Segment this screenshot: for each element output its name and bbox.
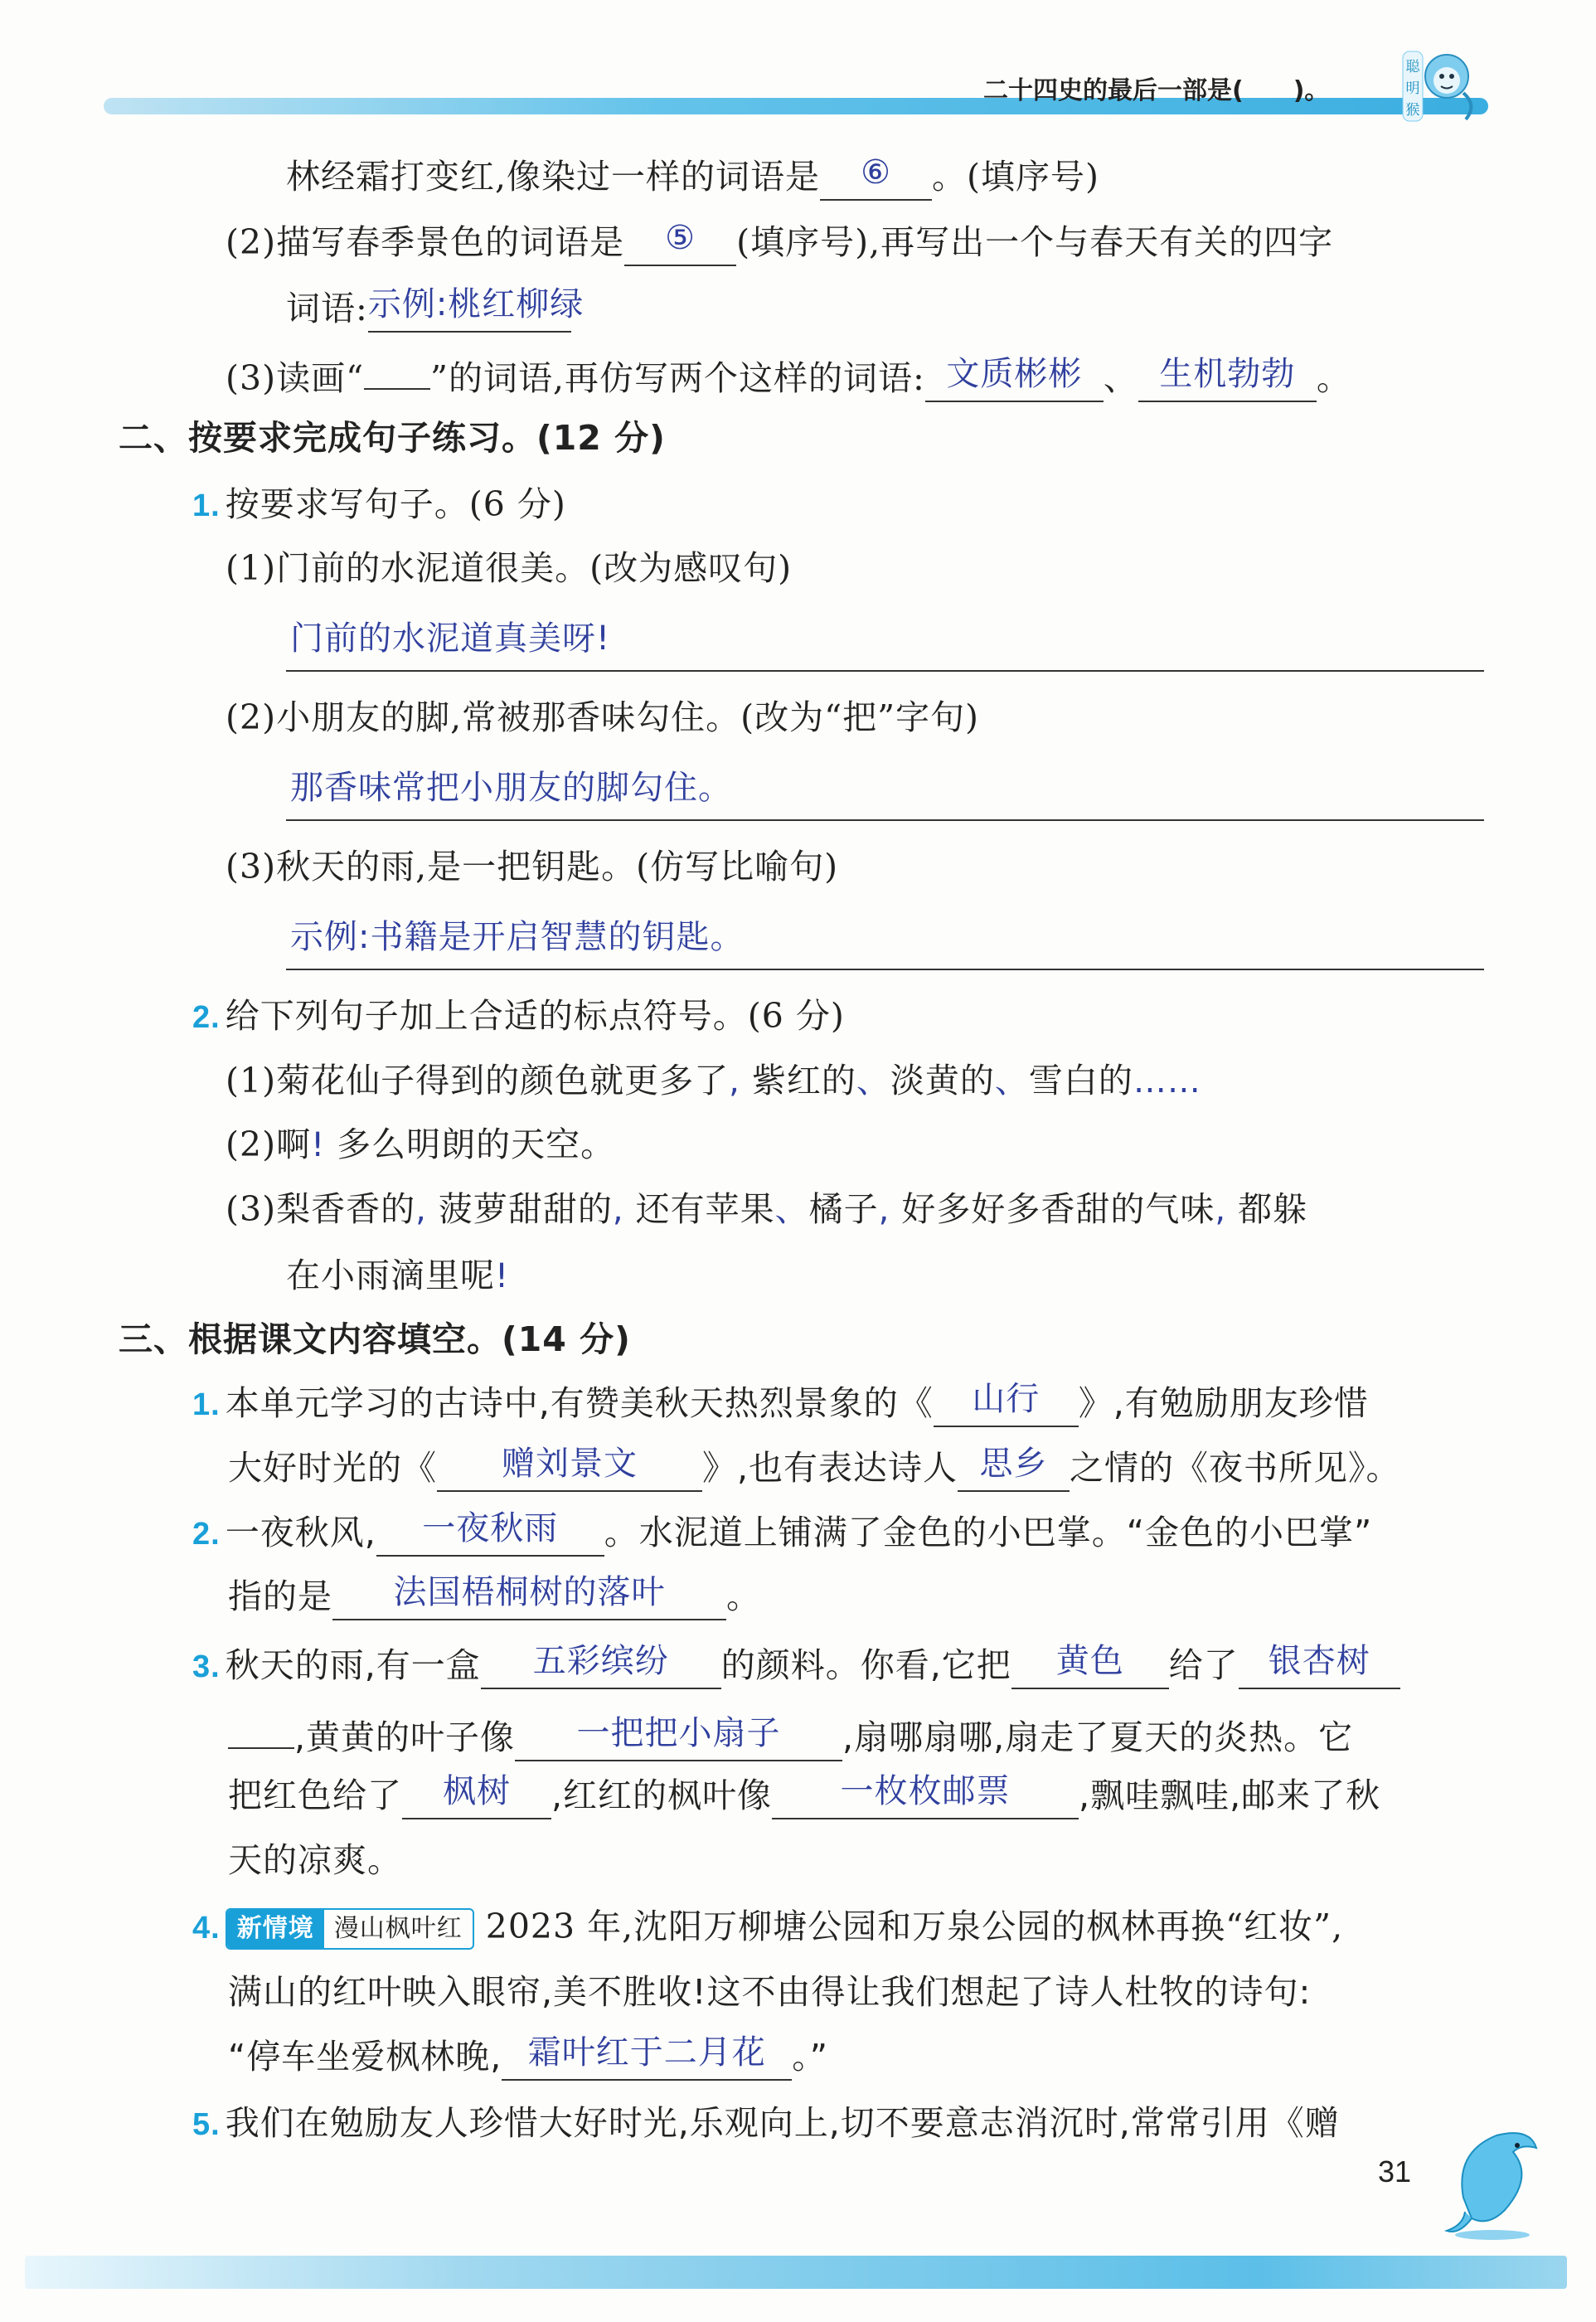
s2-q2-item-2: (2)啊! 多么明朗的天空。 — [226, 1125, 616, 1164]
answer-blank[interactable]: 一把把小扇子 — [515, 1718, 842, 1761]
s2-q1-answer-2[interactable]: 那香味常把小朋友的脚勾住。 — [290, 769, 732, 807]
answer-blank[interactable]: 霜叶红于二月花 — [502, 2038, 792, 2081]
s3-q3-line-b: ,黄黄的叶子像 一把把小扇子 ,扇哪扇哪,扇走了夏天的炎热。它 — [228, 1706, 1353, 1762]
mascot-label-1: 聪 — [1405, 59, 1420, 75]
page-number: 31 — [1378, 2154, 1412, 2188]
new-context-tag: 新情境 漫山枫叶红 — [226, 1908, 474, 1950]
answer-blank[interactable]: 赠刘景文 — [437, 1449, 702, 1492]
s3-q1-line-a: 1. 本单元学习的古诗中,有赞美秋天热烈景象的《 山行 》,有勉励朋友珍惜 — [192, 1378, 1369, 1430]
q1-item-2: (2)描写春季景色的词语是 ⑤ (填序号),再写出一个与春天有关的四字 — [226, 217, 1333, 267]
answer-line — [286, 670, 1484, 672]
section-2-title: 二、按要求完成句子练习。(12 分) — [119, 418, 666, 458]
s2-q1-answer-1[interactable]: 门前的水泥道真美呀! — [290, 619, 611, 658]
header-tip: 二十四史的最后一部是( )。 — [983, 76, 1330, 105]
s2-q2-heading: 2. 给下列句子加上合适的标点符号。(6 分) — [192, 996, 845, 1036]
answer-blank[interactable]: 一夜秋雨 — [376, 1513, 604, 1557]
s3-q3-line-d: 天的凉爽。 — [228, 1840, 402, 1880]
answer-blank[interactable]: 一枚枚邮票 — [772, 1776, 1079, 1819]
s3-q4-line-a: 4. 新情境 漫山枫叶红 2023 年,沈阳万柳塘公园和万泉公园的枫林再换“红妆”, — [192, 1902, 1343, 1953]
underline-sample — [364, 347, 430, 390]
answer-line — [286, 969, 1484, 970]
s3-q2-line-a: 2. 一夜秋风, 一夜秋雨 。水泥道上铺满了金色的小巴掌。“金色的小巴掌” — [192, 1508, 1372, 1559]
answer-blank[interactable]: 生机勃勃 — [1138, 359, 1317, 402]
s3-q4-line-c: “停车坐爱枫林晚, 霜叶红于二月花 。” — [228, 2032, 828, 2082]
q1-line-a: 林经霜打变红,像染过一样的词语是 ⑥ 。(填序号) — [286, 152, 1099, 202]
s3-q5-line-a: 5. 我们在勉励友人珍惜大好时光,乐观向上,切不要意志消沉时,常常引用《赠 — [192, 2103, 1340, 2143]
answer-line — [286, 819, 1484, 821]
monkey-mascot-icon — [1401, 43, 1480, 126]
answer-blank[interactable]: 山行 — [934, 1384, 1079, 1427]
s2-q1-heading: 1. 按要求写句子。(6 分) — [192, 484, 566, 524]
s3-q4-line-b: 满山的红叶映入眼帘,美不胜收!这不由得让我们想起了诗人杜牧的诗句: — [228, 1972, 1312, 2012]
s3-q3-line-c: 把红色给了 枫树 ,红红的枫叶像 一枚枚邮票 ,飘哇飘哇,邮来了秋 — [228, 1771, 1380, 1820]
s2-q2-item-1: (1)菊花仙子得到的颜色就更多了, 紫红的、淡黄的、雪白的…… — [226, 1061, 1201, 1100]
answer-blank[interactable]: 文质彬彬 — [925, 359, 1104, 402]
mascot-label-2: 明 — [1405, 80, 1420, 97]
answer-blank[interactable]: 思乡 — [958, 1449, 1070, 1492]
answer-blank-continued — [228, 1706, 294, 1749]
footer-bar — [25, 2256, 1567, 2289]
s3-q2-line-b: 指的是 法国梧桐树的落叶 。 — [228, 1571, 761, 1621]
s3-q3-line-a: 3. 秋天的雨,有一盒 五彩缤纷 的颜料。你看,它把 黄色 给了 银杏树 — [192, 1640, 1400, 1692]
s2-q1-answer-3[interactable]: 示例:书籍是开启智慧的钥匙。 — [290, 918, 745, 956]
s2-q1-prompt-3: (3)秋天的雨,是一把钥匙。(仿写比喻句) — [226, 847, 839, 887]
s2-q1-prompt-2: (2)小朋友的脚,常被那香味勾住。(改为“把”字句) — [226, 697, 980, 737]
q1-item-2b: 词语:示例:桃红柳绿 — [286, 284, 571, 333]
answer-blank[interactable]: 银杏树 — [1239, 1646, 1400, 1689]
answer-blank[interactable]: 示例:桃红柳绿 — [368, 289, 571, 333]
mascot-label-3: 猴 — [1405, 102, 1420, 119]
answer-blank[interactable]: 枫树 — [402, 1776, 551, 1819]
s2-q2-item-3: (3)梨香香的, 菠萝甜甜的, 还有苹果、橘子, 好多好多香甜的气味, 都躲 — [226, 1189, 1308, 1229]
answer-blank[interactable]: 五彩缤纷 — [481, 1646, 721, 1689]
s3-q1-line-b: 大好时光的《 赠刘景文 》,也有表达诗人 思乡 之情的《夜书所见》。 — [228, 1443, 1401, 1493]
section-3-title: 三、根据课文内容填空。(14 分) — [119, 1319, 631, 1359]
answer-blank[interactable]: ⑤ — [624, 223, 736, 266]
s2-q2-item-3b: 在小雨滴里呢! — [286, 1256, 510, 1295]
answer-blank[interactable]: ⑥ — [820, 158, 932, 201]
s2-q1-prompt-1: (1)门前的水泥道很美。(改为感叹句) — [226, 548, 793, 588]
dolphin-icon — [1438, 2119, 1546, 2243]
q1-item-3: (3)读画“ ”的词语,再仿写两个这样的词语: 文质彬彬 、 生机勃勃 。 — [226, 347, 1351, 403]
answer-blank[interactable]: 法国梧桐树的落叶 — [332, 1577, 726, 1620]
answer-blank[interactable]: 黄色 — [1011, 1646, 1169, 1689]
